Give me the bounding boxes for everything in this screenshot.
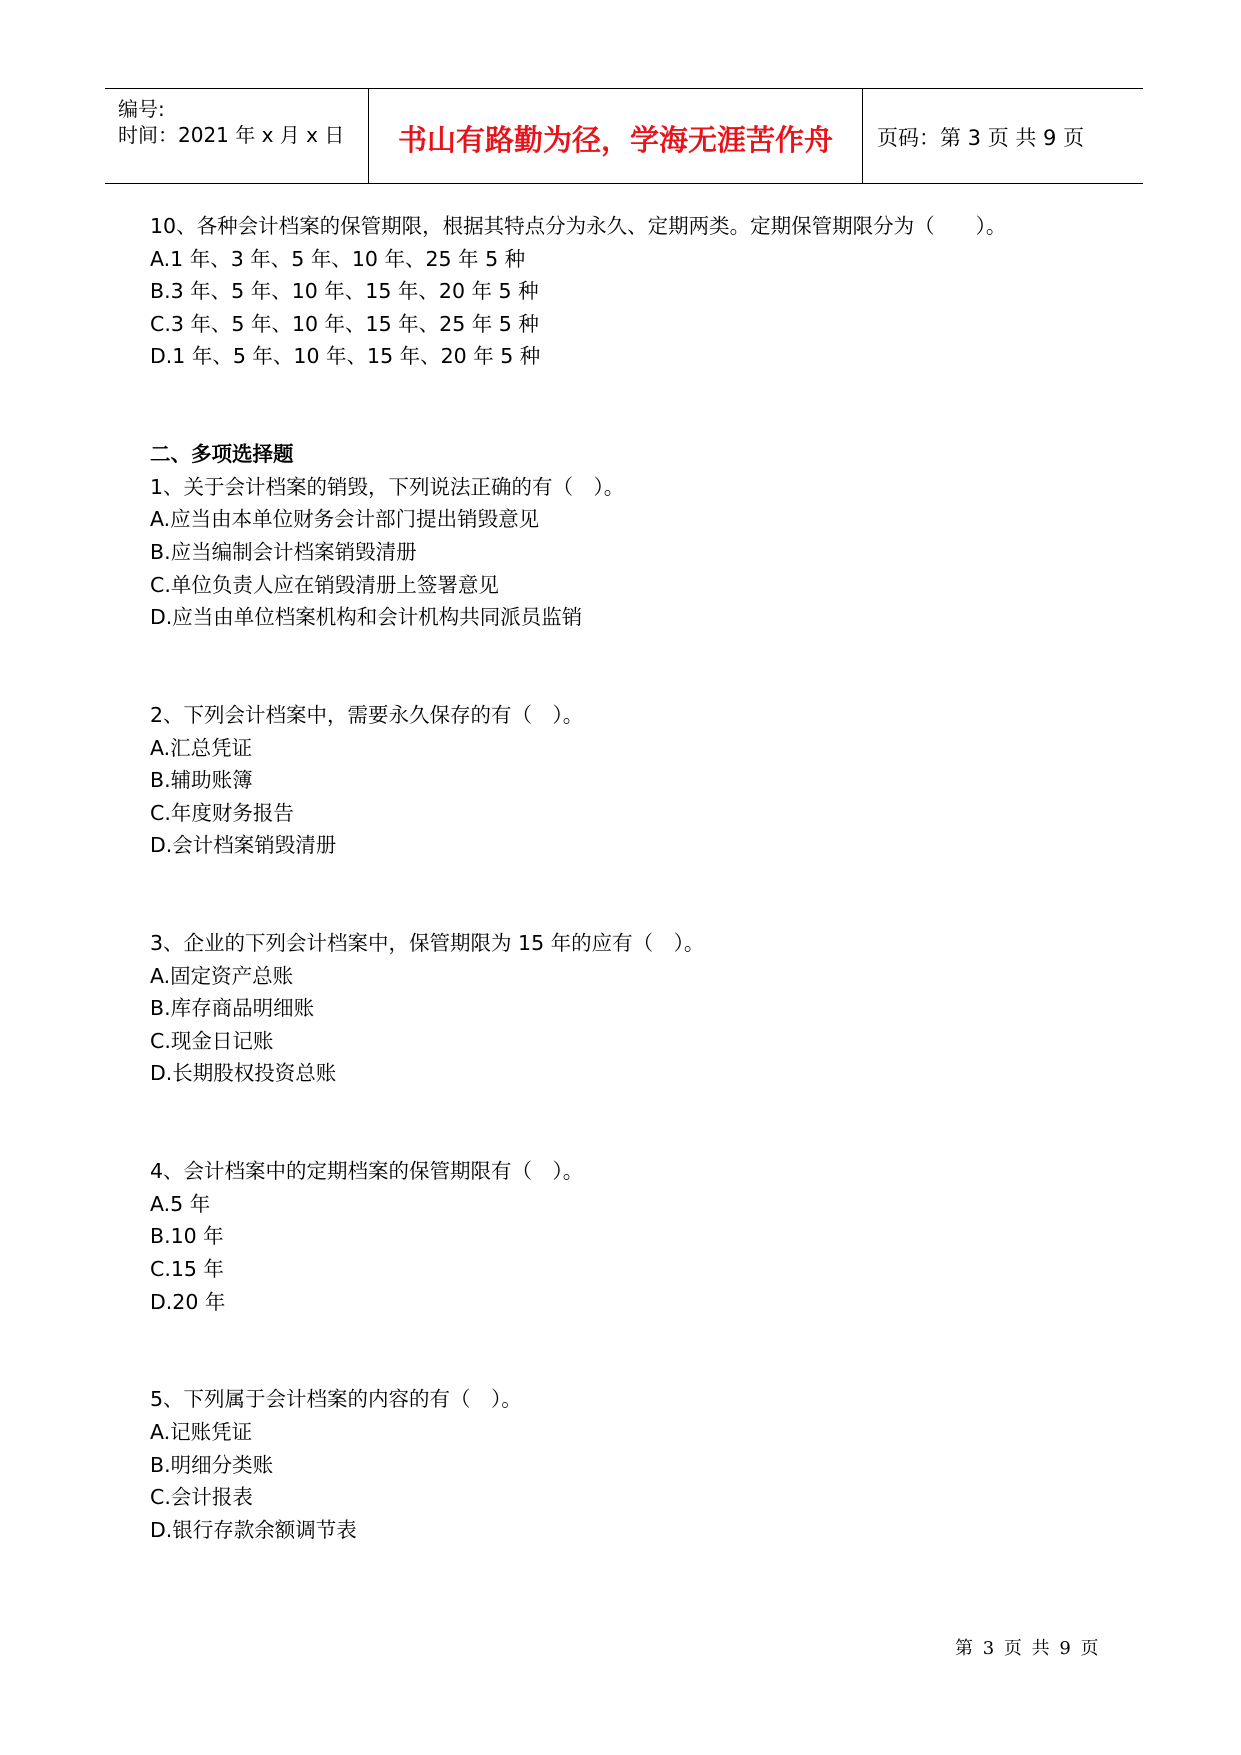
page-info: 页码：第 3 页 共 9 页 bbox=[877, 126, 1085, 150]
option-c: C.3 年、5 年、10 年、15 年、25 年 5 种 bbox=[150, 311, 539, 336]
option-c: C.年度财务报告 bbox=[150, 800, 294, 825]
section-title: 二、多项选择题 bbox=[150, 442, 294, 467]
time-label: 时间：2021 年 x 月 x 日 bbox=[118, 123, 345, 147]
page-footer-number: 第 3 页 共 9 页 bbox=[955, 1638, 1101, 1659]
question-10 bbox=[150, 210, 1090, 373]
question-stem: 5、下列属于会计档案的内容的有（ ）。 bbox=[150, 1387, 522, 1412]
header-motto-cell bbox=[369, 89, 863, 183]
option-b: B.明细分类账 bbox=[150, 1452, 274, 1477]
option-b: B.10 年 bbox=[150, 1224, 224, 1249]
option-c: C.会计报表 bbox=[150, 1485, 253, 1510]
option-a: A.1 年、3 年、5 年、10 年、25 年 5 种 bbox=[150, 246, 526, 271]
question-stem: 1、关于会计档案的销毁，下列说法正确的有（ ）。 bbox=[150, 474, 625, 499]
option-a: A.5 年 bbox=[150, 1191, 211, 1216]
option-c: C.单位负责人应在销毁清册上签署意见 bbox=[150, 572, 499, 597]
option-b: B.库存商品明细账 bbox=[150, 996, 315, 1021]
question-1 bbox=[150, 471, 1090, 634]
page-header bbox=[105, 88, 1143, 184]
option-c: C.现金日记账 bbox=[150, 1028, 274, 1053]
option-d: D.应当由单位档案机构和会计机构共同派员监销 bbox=[150, 605, 583, 630]
question-2 bbox=[150, 699, 1090, 862]
option-d: D.会计档案销毁清册 bbox=[150, 833, 337, 858]
question-stem: 3、企业的下列会计档案中，保管期限为 15 年的应有（ ）。 bbox=[150, 931, 705, 956]
question-stem: 4、会计档案中的定期档案的保管期限有（ ）。 bbox=[150, 1159, 584, 1184]
question-stem: 10、各种会计档案的保管期限，根据其特点分为永久、定期两类。定期保管期限分为（ ）。 bbox=[150, 214, 1007, 238]
option-b: B.3 年、5 年、10 年、15 年、20 年 5 种 bbox=[150, 279, 539, 304]
option-b: B.应当编制会计档案销毁清册 bbox=[150, 539, 417, 564]
question-stem: 2、下列会计档案中，需要永久保存的有（ ）。 bbox=[150, 702, 584, 727]
question-5 bbox=[150, 1383, 1090, 1546]
question-3 bbox=[150, 927, 1090, 1090]
option-d: D.长期股权投资总账 bbox=[150, 1061, 337, 1086]
document-body bbox=[150, 210, 1090, 1546]
number-label: 编号: bbox=[118, 97, 165, 121]
option-b: B.辅助账簿 bbox=[150, 768, 253, 793]
motto: 书山有路勤为径，学海无涯苦作舟 bbox=[397, 123, 833, 157]
option-a: A.汇总凭证 bbox=[150, 735, 253, 760]
option-a: A.固定资产总账 bbox=[150, 963, 294, 988]
question-4 bbox=[150, 1155, 1090, 1318]
option-a: A.应当由本单位财务会计部门提出销毁意见 bbox=[150, 507, 540, 532]
option-d: D.20 年 bbox=[150, 1289, 226, 1314]
option-d: D.银行存款余额调节表 bbox=[150, 1517, 357, 1542]
option-c: C.15 年 bbox=[150, 1257, 224, 1281]
header-page-cell bbox=[863, 89, 1143, 183]
option-a: A.记账凭证 bbox=[150, 1419, 253, 1444]
header-meta-cell bbox=[105, 89, 369, 183]
option-d: D.1 年、5 年、10 年、15 年、20 年 5 种 bbox=[150, 344, 541, 369]
